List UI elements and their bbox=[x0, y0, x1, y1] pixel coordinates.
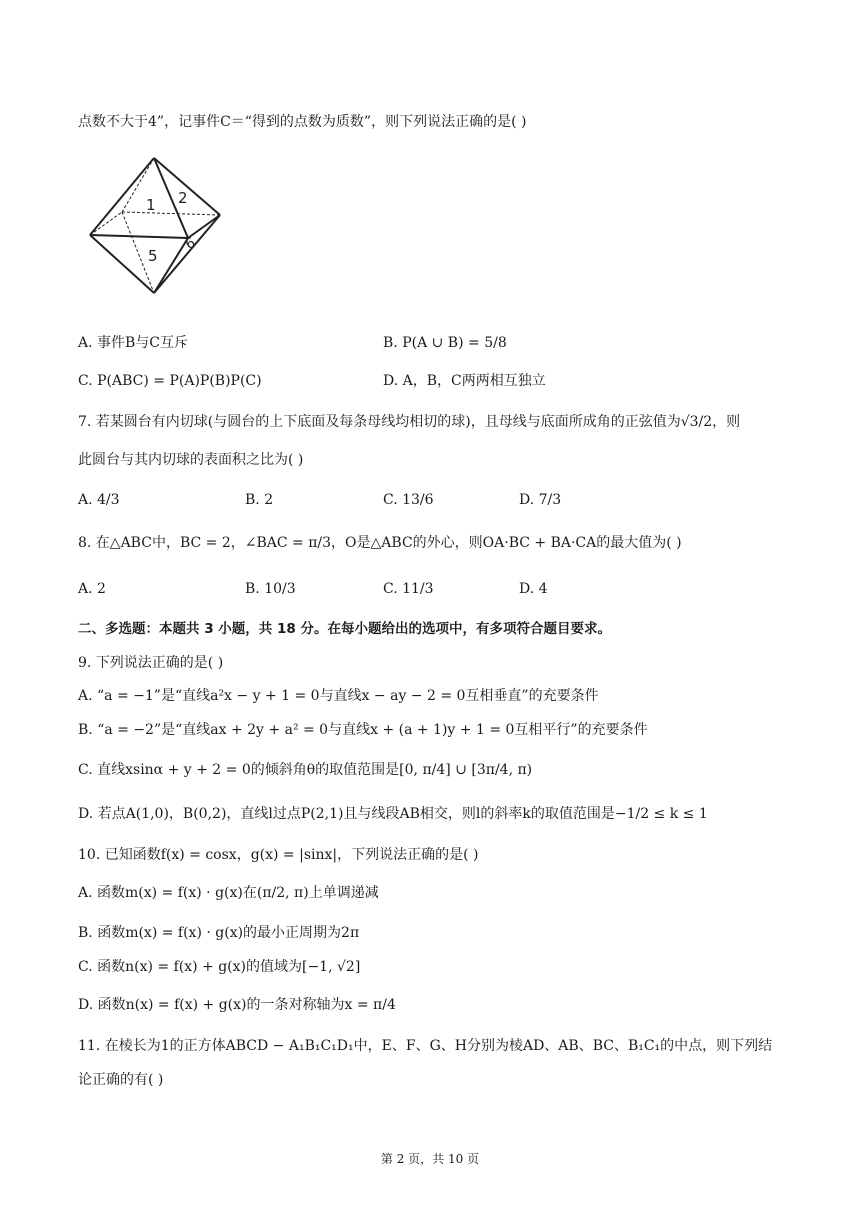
q10-option-c: C. 函数n(x) = f(x) + g(x)的值域为[−1, √2] bbox=[78, 959, 361, 975]
q8-option-d: D. 4 bbox=[519, 581, 548, 597]
q10-option-b: B. 函数m(x) = f(x) · g(x)的最小正周期为2π bbox=[78, 925, 360, 941]
q7-line2: 此圆台与其内切球的表面积之比为( ) bbox=[78, 452, 304, 468]
octahedron-figure bbox=[82, 150, 232, 300]
q7-line1: 7. 若某圆台有内切球(与圆台的上下底面及每条母线均相切的球)，且母线与底面所成角的正弦值为√3/2，则 bbox=[78, 414, 741, 430]
q8-option-c: C. 11/3 bbox=[383, 581, 434, 597]
q9-option-a: A. “a = −1”是“直线a²x − y + 1 = 0与直线x − ay − 2 = 0互相垂直”的充要条件 bbox=[78, 688, 599, 704]
q8-option-b: B. 10/3 bbox=[245, 581, 296, 597]
q9-option-b: B. “a = −2”是“直线ax + 2y + a² = 0与直线x + (a + 1)y + 1 = 0互相平行”的充要条件 bbox=[78, 722, 648, 738]
page-footer: 第 2 页，共 10 页 bbox=[380, 1152, 480, 1166]
q9-stem: 9. 下列说法正确的是( ) bbox=[78, 655, 224, 671]
q6-option-d: D. A，B，C两两相互独立 bbox=[383, 373, 546, 389]
q11-line1: 11. 在棱长为1的正方体ABCD − A₁B₁C₁D₁中，E、F、G、H分别为棱AD、AB、BC、B₁C₁的中点，则下列结 bbox=[78, 1038, 773, 1054]
q10-stem: 10. 已知函数f(x) = cosx，g(x) = |sinx|，下列说法正确的是( ) bbox=[78, 847, 479, 863]
q6-option-a: A. 事件B与C互斥 bbox=[78, 335, 189, 351]
q7-option-a: A. 4/3 bbox=[78, 492, 120, 508]
q8-text: 8. 在△ABC中，BC = 2，∠BAC = π/3，O是△ABC的外心，则OA·BC + BA·CA的最大值为( ) bbox=[78, 535, 682, 551]
face-label-5: 5 bbox=[148, 247, 158, 265]
q7-option-c: C. 13/6 bbox=[383, 492, 434, 508]
face-label-2: 2 bbox=[178, 189, 188, 207]
face-label-6: 6 bbox=[182, 234, 198, 253]
q10-option-a: A. 函数m(x) = f(x) · g(x)在(π/2, π)上单调递减 bbox=[78, 885, 379, 901]
q7-option-b: B. 2 bbox=[245, 492, 274, 508]
q9-option-d: D. 若点A(1,0)，B(0,2)，直线l过点P(2,1)且与线段AB相交，则l的斜率k的取值范围是−1/2 ≤ k ≤ 1 bbox=[78, 806, 708, 822]
q9-option-c: C. 直线xsinα + y + 2 = 0的倾斜角θ的取值范围是[0, π/4] ∪ [3π/4, π) bbox=[78, 762, 533, 778]
q7-option-d: D. 7/3 bbox=[519, 492, 562, 508]
q6-option-b: B. P(A ∪ B) = 5/8 bbox=[383, 335, 507, 351]
intro-line: 点数不大于4”，记事件C＝“得到的点数为质数”，则下列说法正确的是( ) bbox=[78, 114, 527, 130]
q10-option-d: D. 函数n(x) = f(x) + g(x)的一条对称轴为x = π/4 bbox=[78, 997, 396, 1013]
q8-option-a: A. 2 bbox=[78, 581, 106, 597]
q6-option-c: C. P(ABC) = P(A)P(B)P(C) bbox=[78, 373, 262, 389]
face-label-1: 1 bbox=[146, 196, 156, 214]
section-2-heading: 二、多选题：本题共 3 小题，共 18 分。在每小题给出的选项中，有多项符合题目要求。 bbox=[78, 621, 611, 637]
q11-line2: 论正确的有( ) bbox=[78, 1072, 164, 1088]
